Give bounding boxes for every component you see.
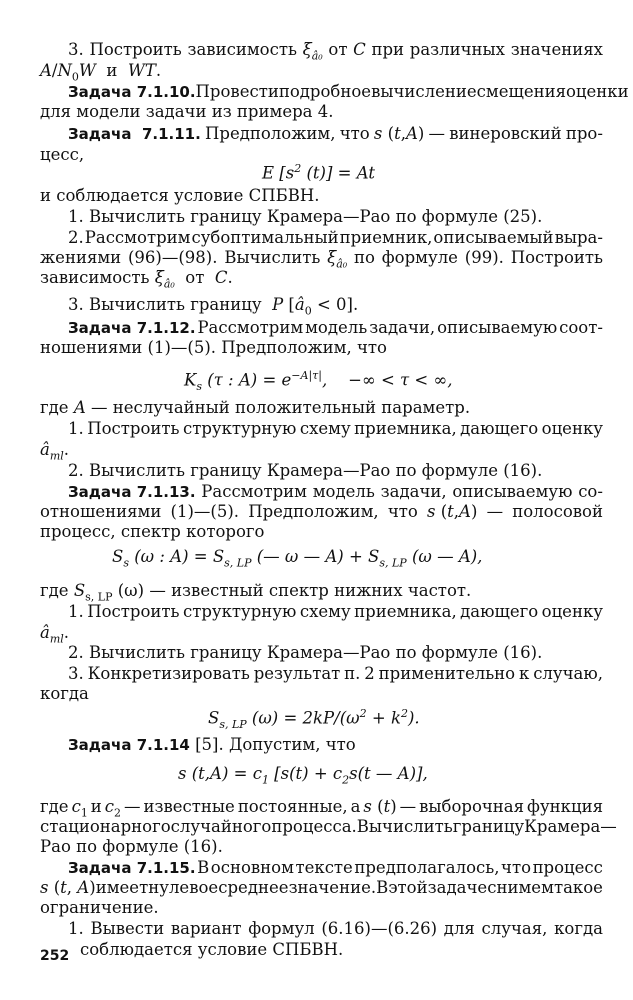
text-line: где $c_1$ и $c_2$ — известные постоянные, а s (t) — выборочная функция: [40, 797, 603, 820]
text-line: соблюдается условие СПБВН.: [80, 940, 344, 959]
equation: $S_s$ (ω : $A) = S_{s, LP}$ (— ω — $A) + S_{s, LP}$ (ω — A),: [112, 547, 483, 570]
text-line: Задача 7.1.14 [5]. Допустим, что: [68, 735, 356, 754]
text-line: ограничение.: [40, 898, 159, 917]
equation: s $(t,A) = c_1$ [$s(t) + c_2s(t$ — A)],: [178, 764, 428, 787]
text-line: 3. Построить зависимость $\xi_{â_0}$ от C при различных значениях: [68, 40, 603, 63]
text-line: Задача 7.1.15. В основном тексте предполагалось, что процесс: [68, 858, 603, 877]
text-line: 3. Конкретизировать результат п. 2 применительно к случаю,: [68, 664, 603, 683]
text-line: где A — неслучайный положительный параметр.: [40, 398, 471, 417]
text-line: s (t, A) имеет нулевое среднее значение. В этой задаче снимем такое: [40, 878, 603, 897]
text-line: $â_{ml}$.: [40, 440, 70, 463]
text-line: 1. Вывести вариант формул (6.16)—(6.26) для случая, когда: [68, 919, 603, 938]
text-line: Задача 7.1.12. Рассмотрим модель задачи, описываемую соот-: [68, 318, 603, 337]
text-line: 2. Рассмотрим субоптимальный приемник, описываемый выра-: [68, 228, 603, 247]
equation: $S_{s, LP}$ $(\omega) = 2kP/(\omega^2 + k^2)$.: [208, 707, 420, 731]
text-line: ношениями (1)—(5). Предположим, что: [40, 338, 387, 357]
text-line: $â_{ml}$.: [40, 623, 70, 646]
text-line: 2. Вычислить границу Крамера—Рао по формуле (16).: [68, 643, 543, 662]
text-line: 1. Вычислить границу Крамера—Рао по формуле (25).: [68, 207, 543, 226]
text-line: процесс, спектр которого: [40, 522, 265, 541]
text-line: Задача 7.1.11. Предположим, что s (t,A) — винеровский про-: [68, 124, 603, 143]
text-line: Рао по формуле (16).: [40, 837, 223, 856]
equation: $K_s$ (τ : $A) = e^{-A|\tau|}$, −∞ < τ < ∞,: [184, 369, 453, 393]
text-line: для модели задачи из примера 4.: [40, 102, 334, 121]
page-number: 252: [40, 948, 70, 964]
text-line: когда: [40, 684, 89, 703]
text-line: цесс,: [40, 145, 85, 164]
text-line: $A/N_0W$ и WT.: [40, 61, 162, 84]
text-line: отношениями (1)—(5). Предположим, что s (t,A) — полосовой: [40, 502, 603, 521]
text-line: стационарного случайного процесса. Вычислить границу Крамера—: [40, 817, 617, 836]
equation: E [$s^2$ (t)] = At: [262, 162, 375, 183]
text-line: 1. Построить структурную схему приемника, дающего оценку: [68, 419, 603, 438]
text-line: Задача 7.1.13. Рассмотрим модель задачи, описываемую со-: [68, 482, 603, 501]
text-line: 3. Вычислить границу P $[â_0 < 0]$.: [68, 295, 359, 318]
text-line: Задача 7.1.10. Провести подробное вычисление смещения оценки: [68, 82, 629, 101]
text-line: где $S_{s, LP}$ (ω) — известный спектр нижних частот.: [40, 581, 472, 604]
text-line: 1. Построить структурную схему приемника, дающего оценку: [68, 602, 603, 621]
text-line: жениями (96)—(98). Вычислить $\xi_{â_0}$ по формуле (99). Построить: [40, 248, 603, 271]
text-line: и соблюдается условие СПБВН.: [40, 186, 320, 205]
text-line: 2. Вычислить границу Крамера—Рао по формуле (16).: [68, 461, 543, 480]
text-line: зависимость $\xi_{â_0}$ от C.: [40, 268, 233, 291]
